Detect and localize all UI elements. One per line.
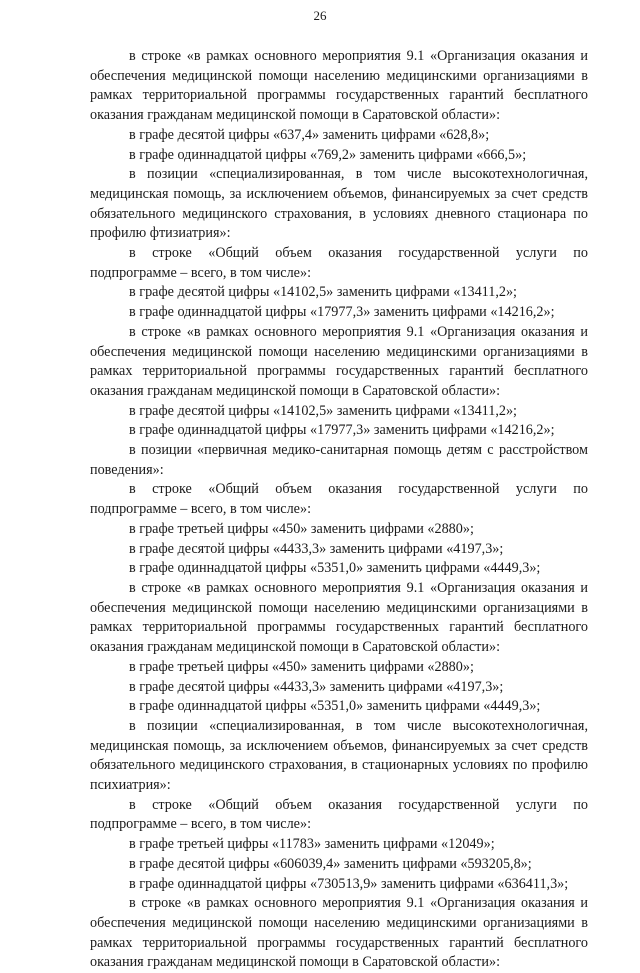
paragraph: в позиции «специализированная, в том числе высокотехнологичная, медицинская помощь, за исключением объемов, финансируемых за счет средств обязательного медицинского страхования, в стационарных условиях по профилю психиатрия»: — [90, 717, 588, 794]
document-body — [90, 47, 588, 973]
paragraph: в строке «в рамках основного мероприятия 9.1 «Организация оказания и обеспечения медицинской помощи населению медицинскими организациями в рамках территориальной программы государственных гарантий бесплатного оказания гражданам медицинской помощи в Саратовской области»: — [90, 323, 588, 399]
paragraph: в строке «Общий объем оказания государственной услуги по подпрограмме – всего, в том числе»: — [90, 245, 588, 281]
paragraph: в графе третьей цифры «11783» заменить цифрами «12049»; — [129, 836, 495, 853]
paragraph: в графе одиннадцатой цифры «17977,3» заменить цифрами «14216,2»; — [129, 304, 555, 321]
paragraph: в графе десятой цифры «606039,4» заменить цифрами «593205,8»; — [129, 855, 532, 872]
paragraph: в графе одиннадцатой цифры «5351,0» заменить цифрами «4449,3»; — [129, 560, 541, 577]
paragraph: в позиции «первичная медико-санитарная помощь детям с расстройством поведения»: — [90, 442, 588, 478]
paragraph: в графе десятой цифры «14102,5» заменить цифрами «13411,2»; — [129, 402, 518, 419]
paragraph: в графе одиннадцатой цифры «17977,3» заменить цифрами «14216,2»; — [129, 422, 555, 439]
paragraph: в графе десятой цифры «637,4» заменить цифрами «628,8»; — [129, 126, 490, 143]
paragraph: в графе десятой цифры «4433,3» заменить цифрами «4197,3»; — [129, 540, 504, 557]
paragraph: в строке «в рамках основного мероприятия 9.1 «Организация оказания и обеспечения медицинской помощи населению медицинскими организациями в рамках территориальной программы государственных гарантий бесплатного оказания гражданам медицинской помощи в Саратовской области»: — [90, 895, 588, 971]
paragraph: в графе третьей цифры «450» заменить цифрами «2880»; — [129, 520, 474, 537]
paragraph: в графе одиннадцатой цифры «5351,0» заменить цифрами «4449,3»; — [129, 698, 541, 715]
paragraph: в графе одиннадцатой цифры «769,2» заменить цифрами «666,5»; — [129, 146, 527, 163]
paragraph: в строке «Общий объем оказания государственной услуги по подпрограмме – всего, в том числе»: — [90, 796, 588, 833]
paragraph: в строке «в рамках основного мероприятия 9.1 «Организация оказания и обеспечения медицинской помощи населению медицинскими организациями в рамках территориальной программы государственных гарантий бесплатного оказания гражданам медицинской помощи в Саратовской области»: — [90, 48, 588, 124]
paragraph: в строке «Общий объем оказания государственной услуги по подпрограмме – всего, в том числе»: — [90, 481, 588, 518]
paragraph: в строке «в рамках основного мероприятия 9.1 «Организация оказания и обеспечения медицинской помощи населению медицинскими организациями в рамках территориальной программы государственных гарантий бесплатного оказания гражданам медицинской помощи в Саратовской области»: — [90, 579, 588, 656]
page-number: 26 — [313, 8, 327, 23]
paragraph: в графе третьей цифры «450» заменить цифрами «2880»; — [129, 658, 474, 675]
paragraph: в графе десятой цифры «14102,5» заменить цифрами «13411,2»; — [129, 284, 518, 301]
paragraph: в графе одиннадцатой цифры «730513,9» заменить цифрами «636411,3»; — [129, 875, 569, 892]
paragraph: в позиции «специализированная, в том числе высокотехнологичная, медицинская помощь, за исключением объемов, финансируемых за счет средств обязательного медицинского страхования, в условиях дневного стационара по профилю фтизиатрия»: — [90, 166, 588, 242]
paragraph: в графе десятой цифры «4433,3» заменить цифрами «4197,3»; — [129, 678, 504, 695]
